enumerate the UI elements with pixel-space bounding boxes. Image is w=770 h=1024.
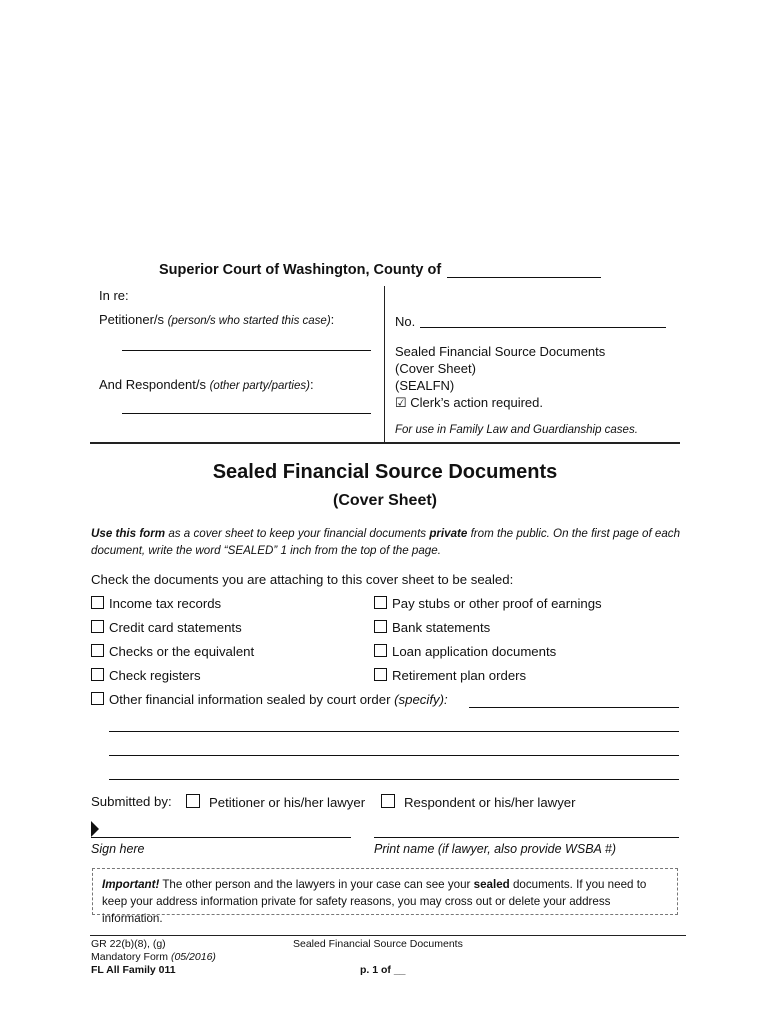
caption-bottom-rule — [90, 442, 680, 444]
intro-paragraph: Use this form as a cover sheet to keep your financial documents private from the public. On the first page of each document, write the word “SEALED” 1 inch from the top of the page. — [91, 527, 681, 557]
signature-field[interactable] — [91, 837, 351, 838]
petitioner-name-field[interactable] — [122, 350, 371, 351]
footer-rule-citation: GR 22(b)(8), (g) — [91, 938, 166, 950]
caption-doc-title: Sealed Financial Source Documents (Cover Sheet) (SEALFN) ☑ Clerk’s action required. — [395, 344, 606, 410]
checkbox-credit-card[interactable]: Credit card statements — [91, 620, 242, 635]
petitioner-label: Petitioner/s (person/s who started this case): — [99, 312, 335, 327]
footer-left: GR 22(b)(8), (g) Mandatory Form (05/2016) FL All Family 011 — [91, 938, 216, 976]
respondent-name-field[interactable] — [122, 413, 371, 414]
other-specify-line-2[interactable] — [109, 731, 679, 732]
case-number-field[interactable] — [420, 327, 666, 328]
county-field[interactable] — [447, 263, 601, 278]
other-specify-line-4[interactable] — [109, 779, 679, 780]
form-subtitle: (Cover Sheet) — [332, 492, 438, 509]
print-name-field[interactable] — [374, 837, 679, 838]
checkbox-retirement-plan[interactable]: Retirement plan orders — [374, 668, 526, 683]
checkbox-bank-statements[interactable]: Bank statements — [374, 620, 490, 635]
clerk-action-note: ☑ Clerk’s action required. — [395, 395, 543, 410]
sign-here-label: Sign here — [91, 842, 145, 856]
important-notice-text: Important! The other person and the lawyers in your case can see your sealed documents. If you need to keep your address information private for safety reasons, you may cross out or delete your address information. — [102, 878, 647, 925]
other-specify-line-3[interactable] — [109, 755, 679, 756]
other-specify-field[interactable] — [469, 707, 679, 708]
footer-rule — [90, 935, 686, 936]
submitted-by-label: Submitted by: — [91, 794, 172, 809]
print-name-label: Print name (if lawyer, also provide WSBA #) — [374, 842, 616, 856]
checkbox-submitter-petitioner[interactable]: Petitioner or his/her lawyer — [186, 794, 365, 810]
respondent-label: And Respondent/s (other party/parties): — [99, 377, 314, 392]
usage-note: For use in Family Law and Guardianship cases. — [395, 424, 638, 436]
in-re-label: In re: — [99, 288, 129, 303]
footer-page: p. 1 of __ — [360, 964, 406, 976]
checkbox-checks[interactable]: Checks or the equivalent — [91, 644, 254, 659]
checkbox-income-tax[interactable]: Income tax records — [91, 596, 221, 611]
caption-divider — [384, 286, 385, 442]
checkbox-other-financial[interactable]: Other financial information sealed by court order (specify): — [91, 692, 448, 707]
sign-arrow-icon — [91, 821, 99, 837]
footer-form-id: FL All Family 011 — [91, 964, 176, 976]
form-title: Sealed Financial Source Documents — [212, 461, 558, 483]
case-number-label: No. — [395, 314, 416, 329]
checkbox-check-registers[interactable]: Check registers — [91, 668, 201, 683]
court-title: Superior Court of Washington, County of — [159, 262, 601, 278]
checkbox-submitter-respondent[interactable]: Respondent or his/her lawyer — [381, 794, 576, 810]
check-instruction: Check the documents you are attaching to this cover sheet to be sealed: — [91, 572, 514, 587]
checkbox-pay-stubs[interactable]: Pay stubs or other proof of earnings — [374, 596, 602, 611]
checkbox-loan-application[interactable]: Loan application documents — [374, 644, 556, 659]
footer-center-title: Sealed Financial Source Documents — [293, 938, 463, 950]
